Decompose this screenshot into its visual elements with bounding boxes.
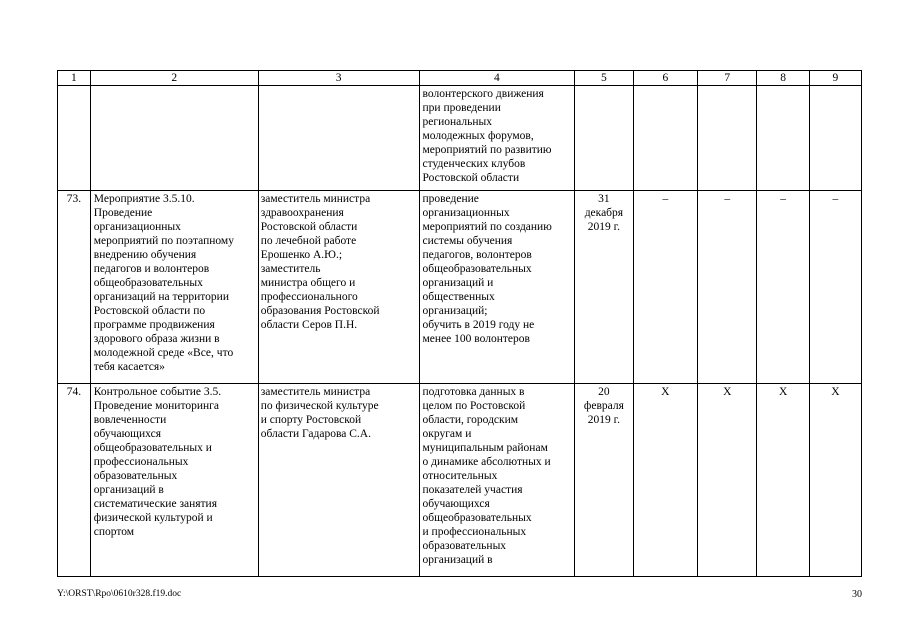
value-cell bbox=[757, 86, 809, 191]
date-cell bbox=[575, 86, 633, 191]
page-number: 30 bbox=[852, 589, 862, 600]
value-cell: – bbox=[698, 191, 757, 384]
value-cell bbox=[633, 86, 698, 191]
header-cell: 8 bbox=[757, 71, 809, 86]
header-cell: 7 bbox=[698, 71, 757, 86]
result-cell: волонтерского движения при проведении региональных молодежных форумов, мероприятий по развитию студенческих клубов Ростовской области bbox=[419, 86, 575, 191]
header-cell: 9 bbox=[809, 71, 861, 86]
header-cell: 1 bbox=[58, 71, 91, 86]
header-row bbox=[58, 71, 862, 86]
value-cell: X bbox=[698, 384, 757, 577]
value-cell: X bbox=[809, 384, 861, 577]
header-cell: 6 bbox=[633, 71, 698, 86]
file-path: Y:\ORST\Rpo\0610r328.f19.doc bbox=[57, 589, 182, 599]
table-row bbox=[58, 384, 862, 577]
event-cell: Контрольное событие 3.5. Проведение мониторинга вовлеченности обучающихся общеобразовательных и профессиональных образовательных организаций в систематические занятия физической культурой и спортом bbox=[90, 384, 258, 577]
responsible-cell bbox=[258, 86, 419, 191]
value-cell: – bbox=[809, 191, 861, 384]
value-cell: – bbox=[633, 191, 698, 384]
event-cell bbox=[90, 86, 258, 191]
responsible-cell: заместитель министра по физической культуре и спорту Ростовской области Гадарова С.А. bbox=[258, 384, 419, 577]
row-number: 73. bbox=[58, 191, 91, 384]
responsible-cell: заместитель министра здравоохранения Ростовской области по лечебной работе Ерошенко А.Ю.; заместитель министра общего и профессионального образования Ростовской области Серов П.Н. bbox=[258, 191, 419, 384]
result-cell: подготовка данных в целом по Ростовской области, городским округам и муниципальным районам о динамике абсолютных и относительных показателей участия обучающихся общеобразовательных и профессиональных образовательных организаций в bbox=[419, 384, 575, 577]
result-cell: проведение организационных мероприятий по созданию системы обучения педагогов, волонтеров общеобразовательных организаций и общественных организаций; обучить в 2019 году не менее 100 волонтеров bbox=[419, 191, 575, 384]
table-row bbox=[58, 86, 862, 191]
row-number: 74. bbox=[58, 384, 91, 577]
value-cell: X bbox=[757, 384, 809, 577]
value-cell: X bbox=[633, 384, 698, 577]
date-cell: 20 февраля 2019 г. bbox=[575, 384, 633, 577]
header-cell: 4 bbox=[419, 71, 575, 86]
plan-table bbox=[57, 70, 862, 577]
value-cell: – bbox=[757, 191, 809, 384]
header-cell: 3 bbox=[258, 71, 419, 86]
date-cell: 31 декабря 2019 г. bbox=[575, 191, 633, 384]
value-cell bbox=[698, 86, 757, 191]
value-cell bbox=[809, 86, 861, 191]
row-number bbox=[58, 86, 91, 191]
table-row bbox=[58, 191, 862, 384]
header-cell: 2 bbox=[90, 71, 258, 86]
header-cell: 5 bbox=[575, 71, 633, 86]
event-cell: Мероприятие 3.5.10. Проведение организационных мероприятий по поэтапному внедрению обучения педагогов и волонтеров общеобразовательных организаций на территории Ростовской области по программе продвижения здорового образа жизни в молодежной среде «Все, что тебя касается» bbox=[90, 191, 258, 384]
